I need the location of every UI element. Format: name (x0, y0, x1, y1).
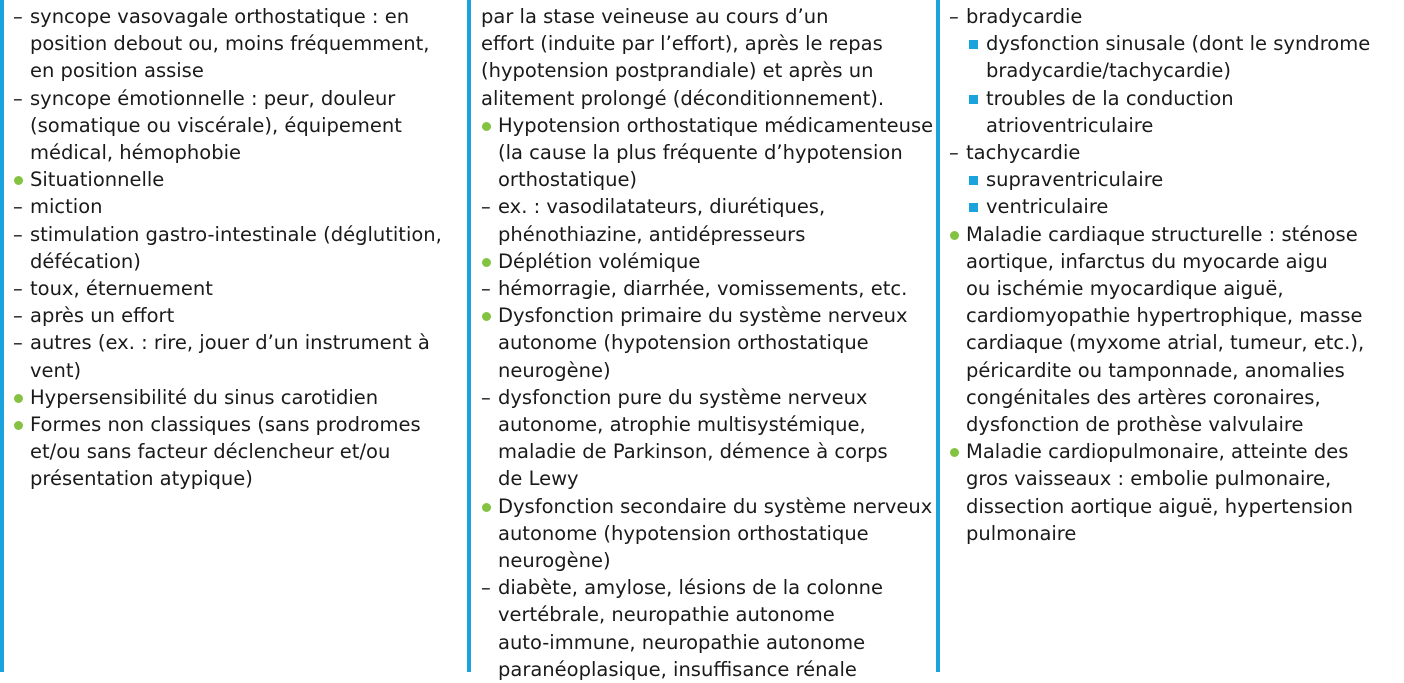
list-item-primary: Situationnelle (13, 166, 442, 193)
list-item-secondary: – syncope émotionnelle : peur, douleur (somatique ou viscérale), équipement médical, hémophobie (13, 85, 442, 167)
list-item-secondary: – tachycardie (949, 139, 1370, 166)
list-item-primary: Hypotension orthostatique médicamenteuse (la cause la plus fréquente d’hypotension orthostatique) (481, 112, 933, 194)
list-item-secondary: – stimulation gastro-intestinale (déglutition, défécation) (13, 221, 442, 275)
list-item-secondary: – après un effort (13, 302, 442, 329)
list-item-primary: Dysfonction secondaire du système nerveux autonome (hypotension orthostatique neurogène) (481, 493, 933, 575)
list-item-secondary: – diabète, amylose, lésions de la colonne vertébrale, neuropathie autonome auto-immune, neuropathie autonome paranéoplasique, insuffisance rénale (481, 574, 933, 683)
list-item-primary: Formes non classiques (sans prodromes et/ou sans facteur déclencheur et/ou présentation atypique) (13, 411, 442, 493)
list-item-tertiary: troubles de la conduction atrioventriculaire (949, 85, 1370, 139)
column-divider-middle-1 (467, 0, 471, 672)
column-divider-middle-2 (936, 0, 940, 672)
list-item-secondary: – toux, éternuement (13, 275, 442, 302)
list-item-primary: Déplétion volémique (481, 248, 933, 275)
continuation-text: par la stase veineuse au cours d’un effort (induite par l’effort), après le repas (hypotension postprandiale) et après un alitement prolongé (déconditionnement). (481, 5, 885, 110)
list-item-secondary: – miction (13, 193, 442, 220)
list-item-primary: Dysfonction primaire du système nerveux autonome (hypotension orthostatique neurogène) (481, 302, 933, 384)
column-orthostatic-hypotension (481, 3, 933, 683)
list-item-secondary: – syncope vasovagale orthostatique : en position debout ou, moins fréquemment, en position assise (13, 3, 442, 85)
list-item-secondary: – ex. : vasodilatateurs, diurétiques, phénothiazine, antidépresseurs (481, 193, 933, 247)
list-item-secondary: – dysfonction pure du système nerveux autonome, atrophie multisystémique, maladie de Parkinson, démence à corps de Lewy (481, 384, 933, 493)
column-cardiac-syncope (949, 3, 1370, 547)
list-item-primary: Maladie cardiopulmonaire, atteinte des gros vaisseaux : embolie pulmonaire, dissection aortique aiguë, hypertension pulmonaire (949, 438, 1370, 547)
list-item-secondary: – bradycardie (949, 3, 1370, 30)
list-item-secondary: – autres (ex. : rire, jouer d’un instrument à vent) (13, 329, 442, 383)
list-item-tertiary: ventriculaire (949, 193, 1370, 220)
column-reflex-syncope (13, 3, 442, 493)
list-item-primary: Hypersensibilité du sinus carotidien (13, 384, 442, 411)
list-item-tertiary: supraventriculaire (949, 166, 1370, 193)
list-item-primary: Maladie cardiaque structurelle : sténose aortique, infarctus du myocarde aigu ou ischémie myocardique aiguë, cardiomyopathie hypertrophique, masse cardiaque (myxome atrial, tumeur, etc.), péricardite ou tamponnade, anomalies congénitales des artères coronaires, dysfonction de prothèse valvulaire (949, 221, 1370, 439)
list-item-secondary: – hémorragie, diarrhée, vomissements, etc. (481, 275, 933, 302)
list-item-tertiary: dysfonction sinusale (dont le syndrome bradycardie/tachycardie) (949, 30, 1370, 84)
column-divider-left (0, 0, 4, 672)
